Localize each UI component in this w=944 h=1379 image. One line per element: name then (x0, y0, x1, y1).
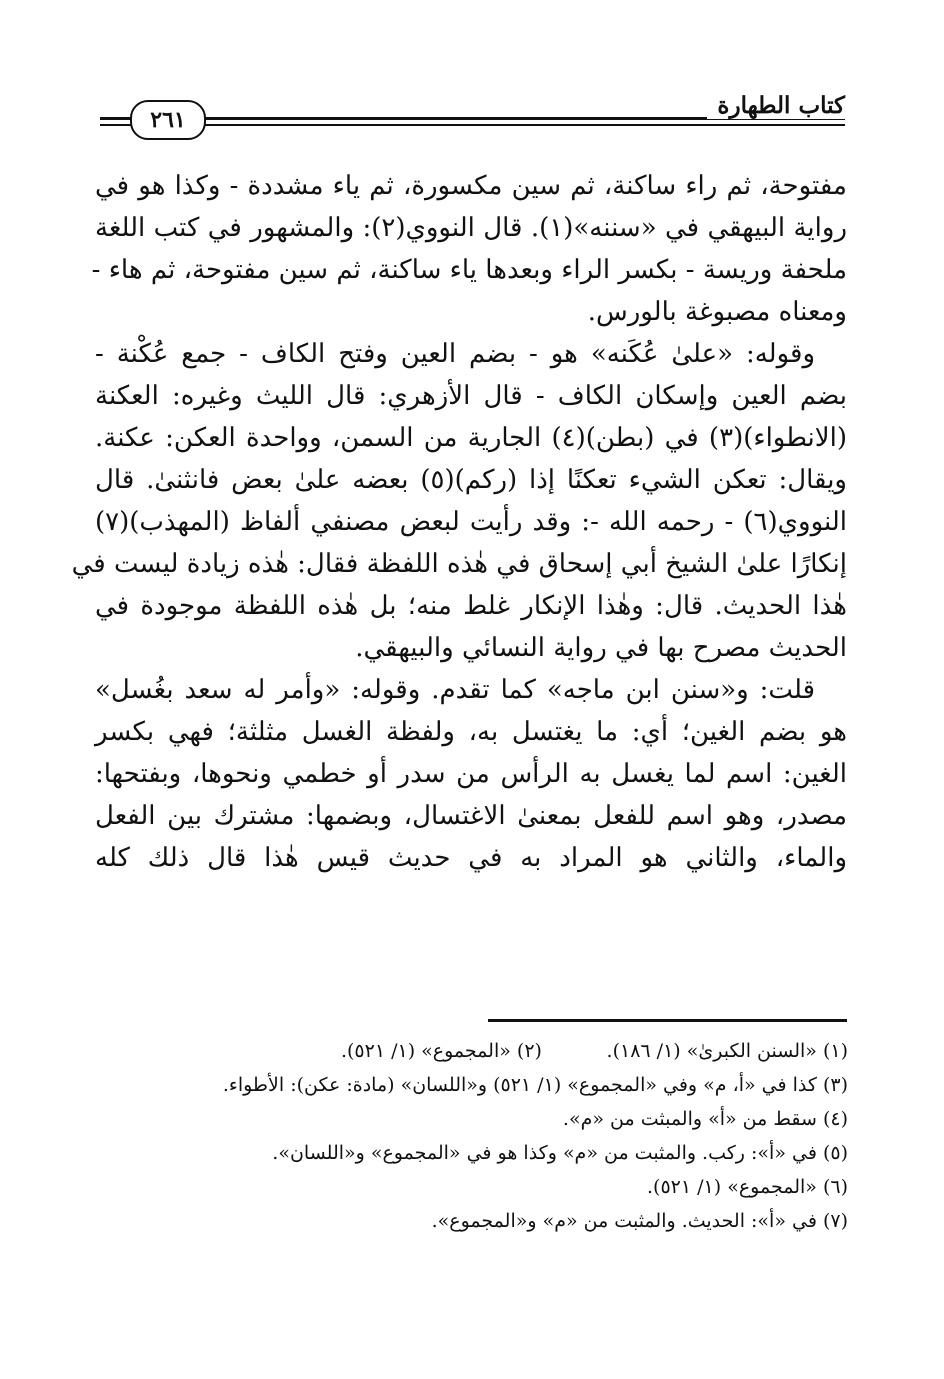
book-title: كتاب الطهارة (707, 92, 845, 119)
text-line: ويقال: تعكن الشيء تعكنًا إذا (ركم)(٥) بعضه علىٰ بعض فانثنىٰ. قال (95, 465, 847, 495)
footnotes (100, 1034, 848, 1238)
text-line: ومعناه مصبوغة بالورس. (587, 297, 847, 327)
text-line: هو بضم الغين؛ أي: ما يغتسل به، ولفظة الغسل مثلثة؛ فهي بكسر (95, 717, 847, 747)
main-text (71, 165, 847, 879)
text-line: (الانطواء)(٣) في (بطن)(٤) الجارية من السمن، وواحدة العكن: عكنة. (95, 423, 847, 453)
text-line: مفتوحة، ثم راء ساكنة، ثم سين مكسورة، ثم ياء مشددة - وكذا هو في (95, 171, 847, 201)
text-line: رواية البيهقي في «سننه»(١). قال النووي(٢): والمشهور في كتب اللغة (95, 213, 847, 243)
footnote-2: (٢) «المجموع» (١/ ٥٢١). (340, 1040, 542, 1062)
footnote-7: (٧) في «أ»: الحديث. والمثبت من «م» و«المجموع». (431, 1210, 848, 1232)
header-rule-thin (100, 124, 845, 126)
footnote-3: (٣) كذا في «أ، م» وفي «المجموع» (١/ ٥٢١) و«اللسان» (مادة: عكن): الأطواء. (222, 1074, 848, 1096)
text-line: بضم العين وإسكان الكاف - قال الأزهري: قال الليث وغيره: العكنة (95, 381, 847, 411)
footnote-6: (٦) «المجموع» (١/ ٥٢١). (647, 1176, 848, 1198)
footnote-row (100, 1034, 848, 1068)
text-line: وقوله: «علىٰ عُكَنه» هو - بضم العين وفتح الكاف - جمع عُكْنة - (95, 339, 815, 369)
text-line: الغين: اسم لما يغسل به الرأس من سدر أو خطمي ونحوها، وبفتحها: (95, 759, 847, 789)
text-line: هٰذا الحديث. قال: وهٰذا الإنكار غلط منه؛ بل هٰذه اللفظة موجودة في (95, 591, 847, 621)
footnote-separator (488, 1019, 847, 1022)
page-header (100, 92, 845, 141)
footnote-4: (٤) سقط من «أ» والمبثت من «م». (562, 1108, 848, 1130)
text-line: مصدر، وهو اسم للفعل بمعنىٰ الاغتسال، وبضمها: مشترك بين الفعل (95, 801, 847, 831)
text-line: الحديث مصرح بها في رواية النسائي والبيهقي. (355, 633, 847, 663)
text-line: ملحفة وريسة - بكسر الراء وبعدها ياء ساكنة، ثم سين مفتوحة، ثم هاء - (91, 255, 847, 285)
footnote-5: (٥) في «أ»: ركب. والمثبت من «م» وكذا هو في «المجموع» و«اللسان». (272, 1142, 848, 1164)
text-line: والماء، والثاني هو المراد به في حديث قيس هٰذا قال ذلك كله (95, 843, 847, 873)
text-line: النووي(٦) - رحمه الله -: وقد رأيت لبعض مصنفي ألفاظ (المهذب)(٧) (95, 507, 847, 537)
text-line: إنكارًا علىٰ الشيخ أبي إسحاق في هٰذه اللفظة فقال: هٰذه زيادة ليست في (71, 549, 847, 579)
page-number: ٢٦١ (130, 100, 206, 140)
text-line: قلت: و«سنن ابن ماجه» كما تقدم. وقوله: «وأمر له سعد بغُسل» (95, 675, 815, 705)
footnote-1: (١) «السنن الكبرىٰ» (١/ ١٨٦). (606, 1040, 848, 1062)
